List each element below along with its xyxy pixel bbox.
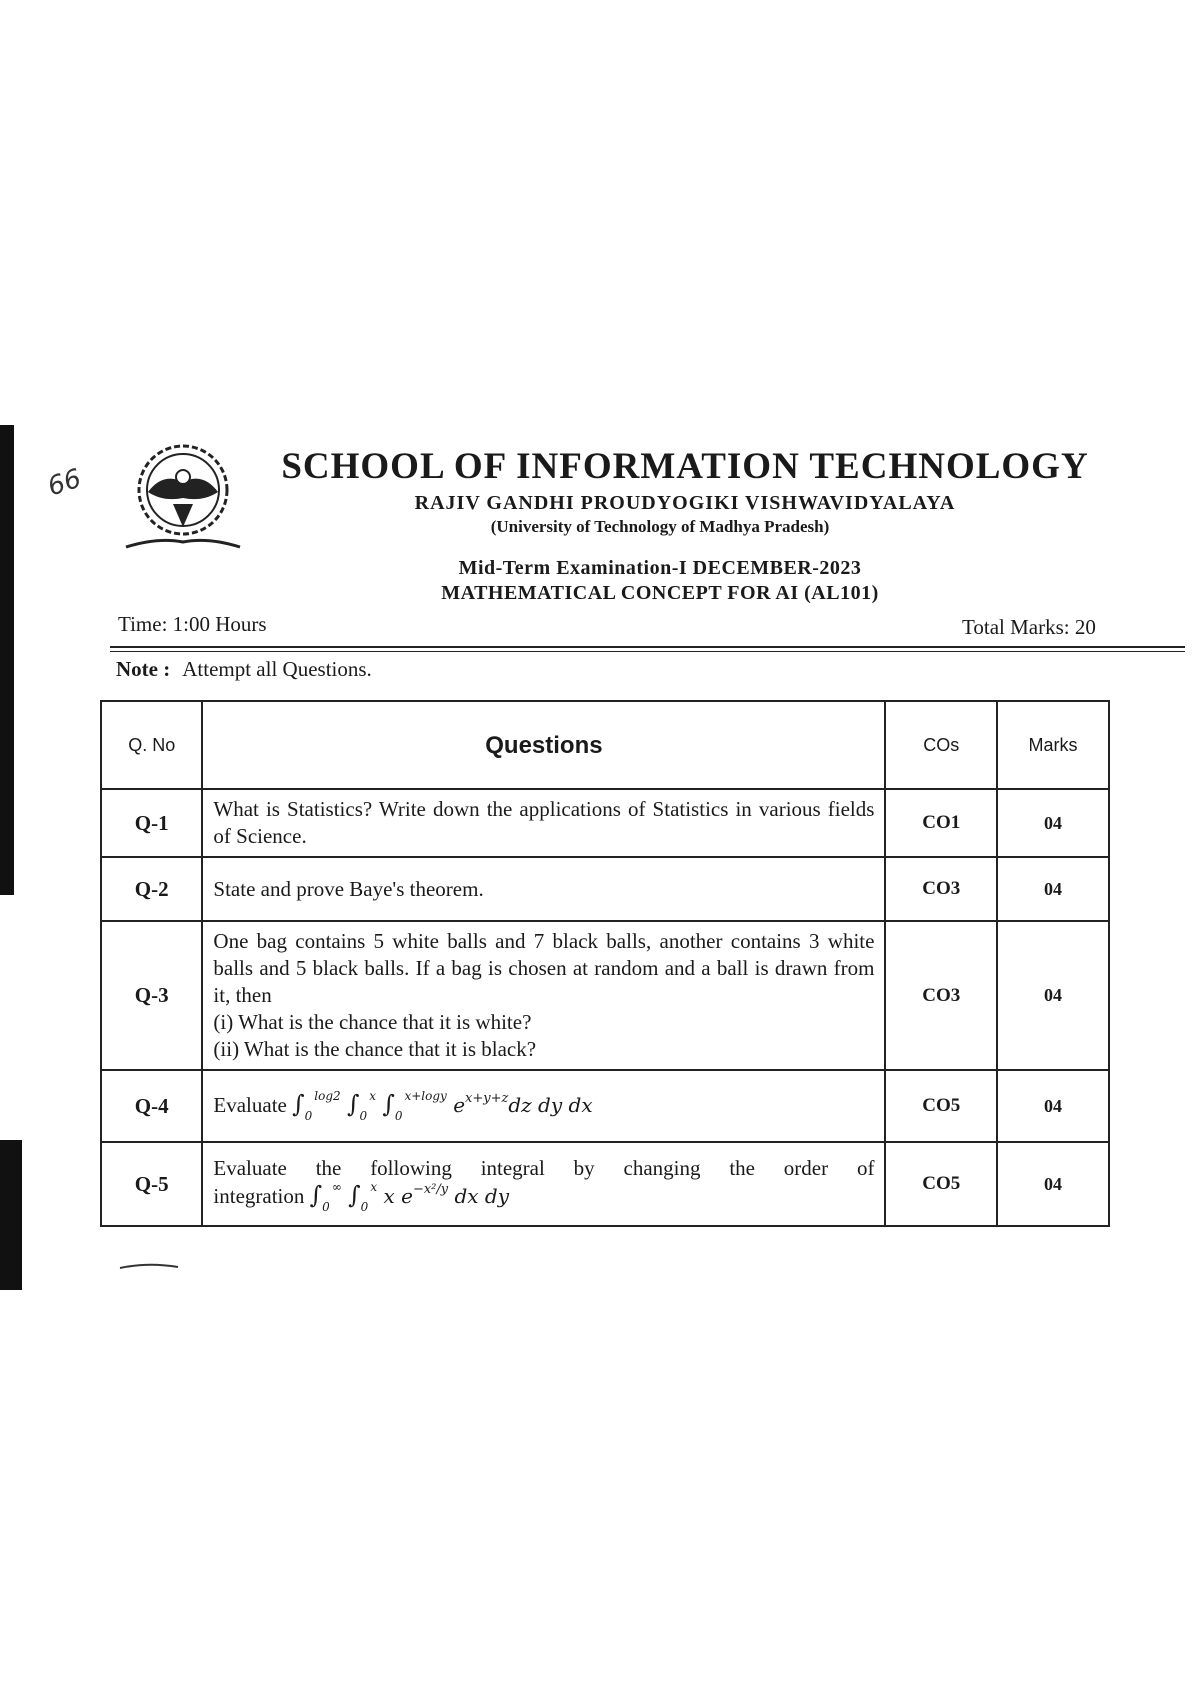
- row-qno: Q-2: [101, 857, 202, 921]
- total-marks: Total Marks: 20: [962, 615, 1096, 639]
- row-co: CO3: [885, 921, 997, 1070]
- note-text: Attempt all Questions.: [182, 657, 372, 681]
- table-header-row: [101, 701, 1109, 789]
- scan-edge-shadow: [0, 425, 14, 895]
- question-line: (i) What is the chance that it is white?: [213, 1010, 532, 1034]
- document-header: [280, 445, 1120, 605]
- question-prefix: Evaluate: [213, 1092, 287, 1117]
- table-row: [101, 1070, 1109, 1142]
- scan-edge-shadow-lower: [0, 1140, 22, 1290]
- double-integral-formula: $\int_0^\infty$ $\int_0^x$ x $e^{-x^2/y}$ dx dy: [309, 1180, 510, 1214]
- footer-smudge: [118, 1262, 198, 1270]
- row-question: What is Statistics? Write down the applications of Statistics in various fields of Science.: [202, 789, 885, 857]
- table-row: [101, 857, 1109, 921]
- row-co: CO3: [885, 857, 997, 921]
- handwritten-mark: 66: [44, 463, 85, 503]
- row-co: CO1: [885, 789, 997, 857]
- school-title: SCHOOL OF INFORMATION TECHNOLOGY: [281, 446, 1089, 487]
- header-rule-double: [110, 651, 1185, 652]
- question-text: integration: [213, 1184, 305, 1208]
- question-line: [213, 1182, 874, 1213]
- question-line: (ii) What is the chance that it is black?: [213, 1037, 537, 1061]
- header-marks: Marks: [997, 701, 1109, 789]
- university-name: RAJIV GANDHI PROUDYOGIKI VISHWAVIDYALAYA: [414, 492, 956, 514]
- course-name: MATHEMATICAL CONCEPT FOR AI (AL101): [441, 582, 879, 604]
- row-marks: 04: [997, 1070, 1109, 1142]
- row-question: [202, 921, 885, 1070]
- question-line: One bag contains 5 white balls and 7 black balls, another contains 3 white balls and 5 black balls. If a bag is chosen at random and a ball is drawn from it, then: [213, 929, 875, 1007]
- exam-note: [116, 657, 372, 682]
- exam-time: Time: 1:00 Hours: [118, 612, 267, 636]
- university-subtitle: (University of Technology of Madhya Pradesh): [490, 517, 830, 536]
- row-question: [202, 1142, 885, 1226]
- row-qno: Q-3: [101, 921, 202, 1070]
- row-question: State and prove Baye's theorem.: [202, 857, 885, 921]
- row-co: CO5: [885, 1142, 997, 1226]
- header-cos: COs: [885, 701, 997, 789]
- row-marks: 04: [997, 857, 1109, 921]
- row-co: CO5: [885, 1070, 997, 1142]
- question-line: Evaluate the following integral by changing the order of: [213, 1156, 875, 1180]
- header-questions: Questions: [202, 701, 885, 789]
- row-marks: 04: [997, 789, 1109, 857]
- row-qno: Q-4: [101, 1070, 202, 1142]
- table-row: [101, 1142, 1109, 1226]
- university-logo: [118, 432, 248, 562]
- triple-integral-formula: $\int_0^{log2}$ $\int_0^x$ $\int_0^{x+logy}$ $e^{x+y+z}dz$ dy dx: [292, 1088, 593, 1123]
- header-qno: Q. No: [101, 701, 202, 789]
- row-question: [202, 1070, 885, 1142]
- row-qno: Q-5: [101, 1142, 202, 1226]
- table-row: [101, 921, 1109, 1070]
- note-label: Note :: [116, 657, 171, 681]
- header-rule: [110, 646, 1185, 648]
- row-qno: Q-1: [101, 789, 202, 857]
- row-marks: 04: [997, 1142, 1109, 1226]
- exam-name: Mid-Term Examination-I DECEMBER-2023: [458, 557, 862, 579]
- table-row: [101, 789, 1109, 857]
- row-marks: 04: [997, 921, 1109, 1070]
- questions-table: [100, 700, 1110, 1227]
